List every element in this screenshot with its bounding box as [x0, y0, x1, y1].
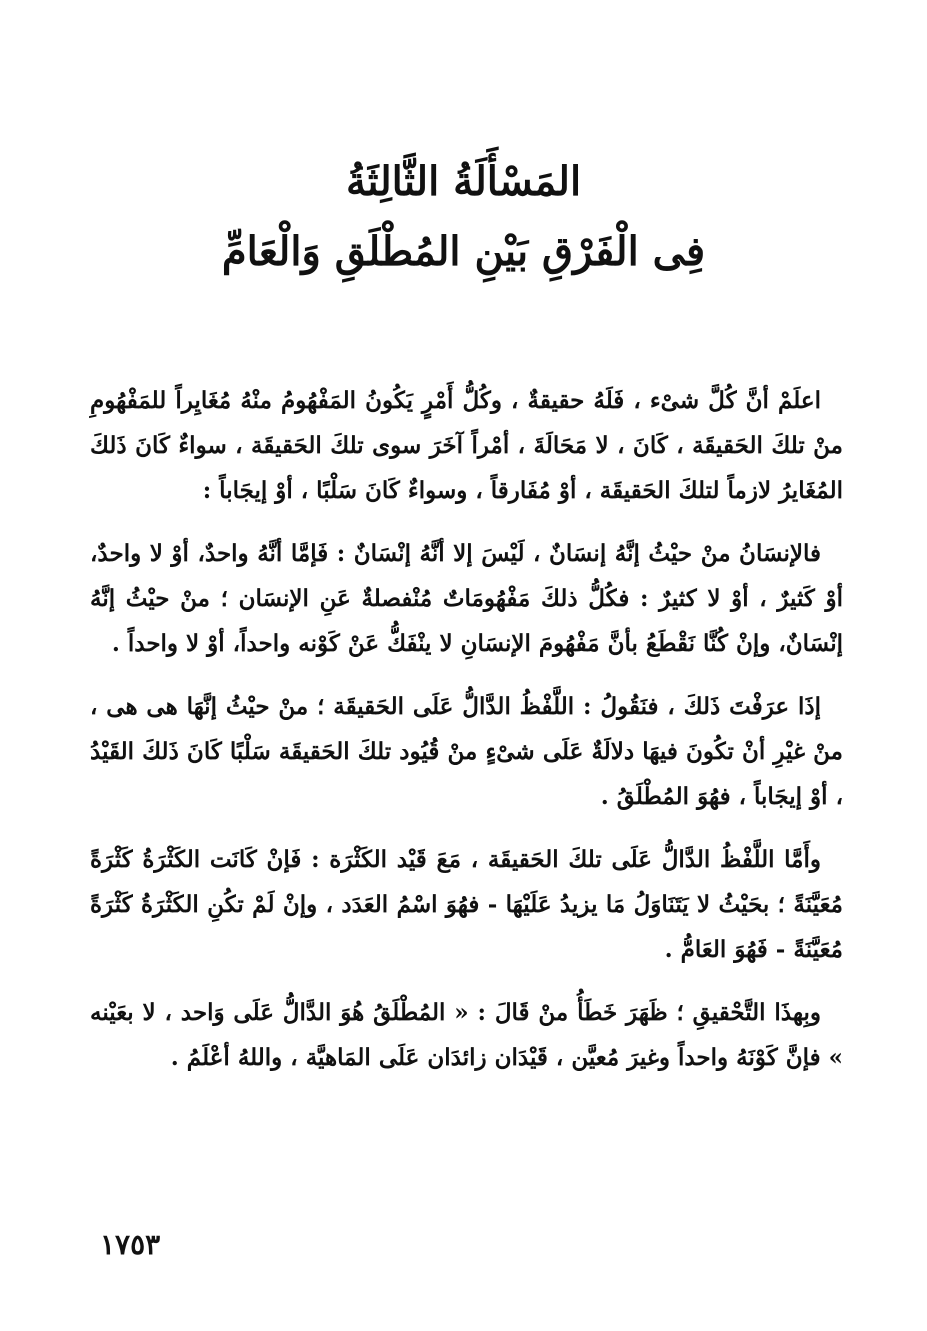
body-text — [90, 378, 843, 1098]
paragraph-3: إذَا عرَفْتَ ذَلكَ ، فنَقُولُ : اللَّفْظُ الدَّالُّ عَلَى الحَقيقَة ؛ منْ حيْثُ إنَّهَا هى هى ، منْ غيْرِ أنْ تكُونَ فيهَا دلالَةٌ عَلَى شىْءٍ منْ قُيُود تلكَ الحَقيقَة سَلْبًا كَانَ ذَلكَ القَيْدُ ، أوْ إيجَاباً ، فهُوَ المُطْلَقُ . — [90, 693, 843, 810]
paragraph-2: فالإنسَانُ منْ حيْثُ إنَّهُ إنسَانٌ ، لَيْسَ إلا أنَّهُ إنْسَانٌ : فَإمَّا أنَّهُ واحدٌ، أوْ لا واحدٌ، أوْ كَثيرٌ ، أوْ لا كثيرٌ : فكُلُّ ذلكَ مَفْهُومَاتٌ مُنْفصلةٌ عَنِ الإنسَان ؛ منْ حيْثُ إنَّهُ إنْسَانٌ، وإنْ كُنَّا نَقْطَعُ بأنَّ مَفْهُومَ الإنسَانِ لا ينْفَكُّ عَنْ كَوْنه واحداً، أوْ لا واحداً . — [90, 540, 843, 657]
chapter-title: المَسْأَلَةُ الثَّالِثَةُ — [345, 158, 582, 205]
paragraph-1: اعلَمْ أنَّ كُلَّ شىْء ، فَلَهُ حقيقةٌ ، وكُلُّ أَمْرٍ يَكُونُ المَفْهُومُ منْهُ مُغَايِراً للمَفْهُومِ منْ تلكَ الحَقيقَة ، كَانَ ، لا مَحَالَةَ ، أمْراً آخَرَ سوى تلكَ الحَقيقَة ، سواءٌ كَانَ ذَلكَ المُغَايرُ لازماً لتلكَ الحَقيقَة ، أوْ مُفَارقاً ، وسواءٌ كَانَ سَلْبًا ، أوْ إيجَاباً : — [90, 387, 843, 504]
chapter-subtitle: فِى الْفَرْقِ بَيْنِ المُطْلَقِ وَالْعَامِّ — [221, 228, 706, 275]
paragraph-4: وأَمَّا اللَّفْظُ الدَّالُّ عَلَى تلكَ الحَقيقَة ، مَعَ قَيْد الكَثْرَة : فَإنْ كَانَت الكَثْرَةُ كَثْرَةً مُعَيَّنَةً ؛ بحَيْثُ لا يَتَنَاوَلُ مَا يزيدُ عَلَيْهَا - فهُوَ اسْمُ العَدَد ، وإنْ لَمْ تكُنِ الكَثْرَةُ كَثْرَةً مُعَيَّنَةً - فَهُوَ العَامُّ . — [90, 846, 843, 963]
chapter-heading — [0, 150, 927, 284]
paragraph-5: وبِهذَا التَّحْقيقِ ؛ ظَهَرَ خَطَأُ منْ قَالَ : « المُطْلَقُ هُوَ الدَّالُّ عَلَى وَاحد ، لا بعَيْنه » فإنَّ كَوْنَهُ واحداً وغيرَ مُعيَّن ، قَيْدَان زائدَان عَلَى المَاهيَّة ، واللهُ أعْلَمُ . — [90, 999, 843, 1071]
page-number: ١٧٥٣ — [100, 1228, 161, 1261]
